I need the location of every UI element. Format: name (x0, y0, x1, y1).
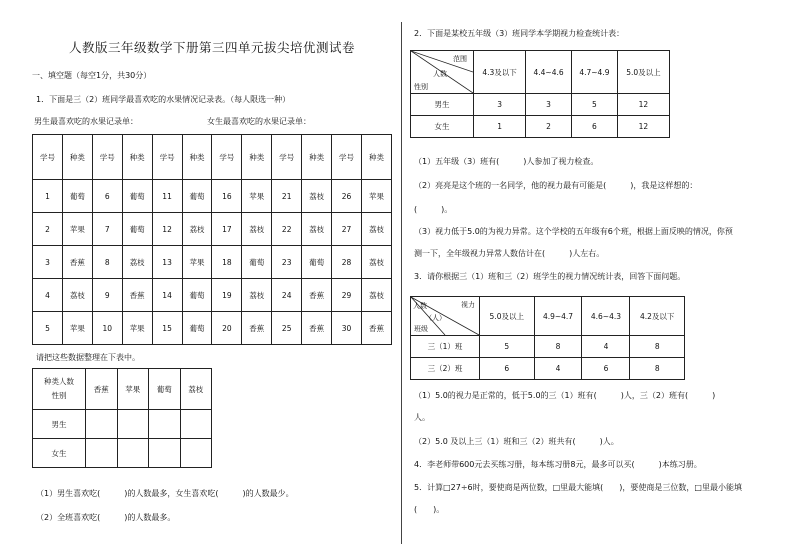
cell: 6 (480, 358, 535, 380)
cell: 荔枝 (361, 246, 391, 279)
cell: 香蕉 (302, 312, 332, 345)
header-cell: 种类 (62, 135, 92, 180)
header-cell: 种类 (242, 135, 272, 180)
cell: 3 (474, 94, 526, 116)
cell: 葡萄 (182, 180, 212, 213)
diagonal-corner-cell (411, 51, 474, 94)
table-row (411, 336, 685, 358)
header-cell: 种类 (182, 135, 212, 180)
cell: 6 (571, 116, 617, 138)
cell: 香蕉 (361, 312, 391, 345)
corner-label-bottom: 性别 (51, 391, 67, 400)
cell: 荔枝 (361, 213, 391, 246)
question-3-sub-1b: 人。 (414, 413, 430, 422)
cell: 27 (332, 213, 362, 246)
table-row (33, 410, 212, 439)
vision-table-classes (410, 296, 685, 380)
cell: 28 (332, 246, 362, 279)
cell: 17 (212, 213, 242, 246)
cell: 4 (33, 279, 63, 312)
header-cell: 学号 (33, 135, 63, 180)
cell: 8 (630, 358, 685, 380)
cell: 20 (212, 312, 242, 345)
cell: 荔枝 (182, 213, 212, 246)
cell: 30 (332, 312, 362, 345)
answer-cell[interactable] (180, 439, 212, 468)
cell: 3 (526, 94, 572, 116)
header-cell: 学号 (152, 135, 182, 180)
cell: 6 (92, 180, 122, 213)
cell: 苹果 (361, 180, 391, 213)
cell: 7 (92, 213, 122, 246)
cell: 21 (272, 180, 302, 213)
cell: 葡萄 (62, 180, 92, 213)
cell: 荔枝 (242, 279, 272, 312)
header-cell: 4.6~4.3 (582, 297, 630, 336)
cell: 荔枝 (122, 246, 152, 279)
answer-cell[interactable] (86, 410, 118, 439)
cell: 12 (617, 116, 669, 138)
table-row (411, 94, 670, 116)
cell: 2 (526, 116, 572, 138)
answer-cell[interactable] (149, 439, 181, 468)
question-2-sub-2b: ( )。 (414, 205, 453, 214)
table-row (33, 180, 392, 213)
cell: 2 (33, 213, 63, 246)
cell: 苹果 (182, 246, 212, 279)
question-3-text: 3．请你根据三（1）班和三（2）班学生的视力情况统计表，回答下面问题。 (414, 272, 686, 281)
corner-label-mid: 人数 (433, 70, 447, 78)
cell: 13 (152, 246, 182, 279)
cell: 14 (152, 279, 182, 312)
table-header-row (411, 297, 685, 336)
corner-label-b: 视力 (461, 301, 475, 309)
cell: 苹果 (242, 180, 272, 213)
question-2-text: 2．下面是某校五年级（3）班同学本学期视力检查统计表： (414, 29, 625, 38)
cell: 5 (33, 312, 63, 345)
arrange-instruction: 请把这些数据整理在下表中。 (36, 353, 140, 362)
cell: 19 (212, 279, 242, 312)
cell: 12 (617, 94, 669, 116)
table-row (33, 439, 212, 468)
section-heading: 一、填空题（每空1分，共30分） (32, 71, 152, 80)
cell: 荔枝 (361, 279, 391, 312)
cell: 荔枝 (62, 279, 92, 312)
table-header-row (33, 369, 212, 410)
question-2-sub-1: （1）五年级（3）班有( )人参加了视力检查。 (414, 157, 599, 166)
cell: 葡萄 (242, 246, 272, 279)
question-2-sub-3a: （3）视力低于5.0的为视力异常。这个学校的五年级有6个班，根据上面反映的情况，你预 (414, 227, 733, 236)
header-cell: 5.0及以上 (480, 297, 535, 336)
cell: 22 (272, 213, 302, 246)
fruit-summary-table (32, 368, 212, 468)
row-label: 三（2）班 (411, 358, 480, 380)
table-header-row (33, 135, 392, 180)
cell: 4 (582, 336, 630, 358)
boys-record-label: 男生最喜欢吃的水果记录单： (34, 117, 138, 126)
header-cell: 种类 (122, 135, 152, 180)
cell: 16 (212, 180, 242, 213)
cell: 8 (630, 336, 685, 358)
cell: 8 (92, 246, 122, 279)
cell: 苹果 (62, 312, 92, 345)
cell: 葡萄 (182, 312, 212, 345)
cell: 23 (272, 246, 302, 279)
question-3-sub-2: （2）5.0 及以上三（1）班和三（2）班共有( )人。 (414, 437, 619, 446)
answer-cell[interactable] (117, 410, 149, 439)
corner-cell (33, 369, 86, 410)
header-cell: 香蕉 (86, 369, 118, 410)
question-5-text-cont: ( )。 (414, 505, 445, 514)
cell: 24 (272, 279, 302, 312)
cell: 荔枝 (302, 180, 332, 213)
question-3-sub-1a: （1）5.0的视力是正常的，低于5.0的三（1）班有( )人，三（2）班有( ) (414, 391, 716, 400)
left-column (32, 30, 392, 522)
cell: 5 (480, 336, 535, 358)
table-row (411, 116, 670, 138)
header-cell: 苹果 (117, 369, 149, 410)
row-label: 男生 (411, 94, 474, 116)
header-cell: 学号 (272, 135, 302, 180)
cell: 29 (332, 279, 362, 312)
cell: 香蕉 (122, 279, 152, 312)
header-cell: 学号 (92, 135, 122, 180)
cell: 9 (92, 279, 122, 312)
cell: 1 (474, 116, 526, 138)
cell: 荔枝 (242, 213, 272, 246)
header-cell: 荔枝 (180, 369, 212, 410)
answer-cell[interactable] (86, 439, 118, 468)
cell: 10 (92, 312, 122, 345)
header-cell: 4.3及以下 (474, 51, 526, 94)
vision-table-grade5 (410, 50, 670, 138)
cell: 苹果 (122, 312, 152, 345)
question-1-sub-2: （2）全班喜欢吃( )的人数最多。 (36, 513, 176, 522)
answer-cell[interactable] (149, 410, 181, 439)
column-divider (401, 22, 402, 544)
cell: 葡萄 (122, 180, 152, 213)
cell: 25 (272, 312, 302, 345)
question-1-text: 1．下面是三（2）班同学最喜欢吃的水果情况记录表。（每人限选一种） (36, 95, 291, 104)
row-label: 三（1）班 (411, 336, 480, 358)
header-cell: 学号 (332, 135, 362, 180)
cell: 苹果 (62, 213, 92, 246)
question-2-sub-2a: （2）亮亮是这个班的一名同学，他的视力最有可能是( )，我是这样想的： (414, 181, 698, 190)
cell: 葡萄 (182, 279, 212, 312)
cell: 4 (534, 358, 582, 380)
table-header-row (411, 51, 670, 94)
header-cell: 4.4~4.6 (526, 51, 572, 94)
cell: 11 (152, 180, 182, 213)
cell: 15 (152, 312, 182, 345)
question-5-text: 5．计算□27÷6时，要使商是两位数，□里最大能填( )，要使商是三位数，□里最小能填 (414, 483, 742, 492)
question-4-text: 4．李老师带600元去买练习册，每本练习册8元，最多可以买( )本练习册。 (414, 460, 702, 469)
cell: 荔枝 (302, 213, 332, 246)
header-cell: 种类 (361, 135, 391, 180)
cell: 香蕉 (62, 246, 92, 279)
corner-label-top: 范围 (453, 55, 467, 63)
corner-label-bottom: 性别 (414, 83, 428, 91)
cell: 8 (534, 336, 582, 358)
header-cell: 4.2及以下 (630, 297, 685, 336)
cell: 葡萄 (302, 246, 332, 279)
corner-label-top: 种类人数 (44, 377, 74, 386)
cell: 香蕉 (302, 279, 332, 312)
header-cell: 学号 (212, 135, 242, 180)
row-label: 女生 (33, 439, 86, 468)
corner-label-a: 人数 (413, 302, 427, 310)
diagonal-corner-cell (411, 297, 480, 336)
header-cell: 5.0及以上 (617, 51, 669, 94)
table-row (33, 279, 392, 312)
question-1-sub-1: （1）男生喜欢吃( )的人数最多，女生喜欢吃( )的人数最少。 (36, 489, 294, 498)
table-row (33, 246, 392, 279)
cell: 5 (571, 94, 617, 116)
cell: 26 (332, 180, 362, 213)
girls-record-label: 女生最喜欢吃的水果记录单： (207, 117, 311, 126)
row-label: 男生 (33, 410, 86, 439)
corner-label-c: （人） (425, 314, 446, 322)
corner-label-d: 班级 (414, 325, 428, 333)
header-cell: 4.7~4.9 (571, 51, 617, 94)
cell: 3 (33, 246, 63, 279)
cell: 葡萄 (122, 213, 152, 246)
cell: 6 (582, 358, 630, 380)
page-title: 人教版三年级数学下册第三四单元拔尖培优测试卷 (68, 40, 355, 55)
cell: 12 (152, 213, 182, 246)
header-cell: 葡萄 (149, 369, 181, 410)
row-label: 女生 (411, 116, 474, 138)
answer-cell[interactable] (180, 410, 212, 439)
table-row (411, 358, 685, 380)
cell: 18 (212, 246, 242, 279)
answer-cell[interactable] (117, 439, 149, 468)
header-cell: 4.9~4.7 (534, 297, 582, 336)
question-2-sub-3b: 测一下，全年级视力异常人数估计在( )人左右。 (414, 249, 605, 258)
cell: 香蕉 (242, 312, 272, 345)
table-row (33, 213, 392, 246)
header-cell: 种类 (302, 135, 332, 180)
table-row (33, 312, 392, 345)
cell: 1 (33, 180, 63, 213)
fruit-record-table (32, 134, 392, 345)
